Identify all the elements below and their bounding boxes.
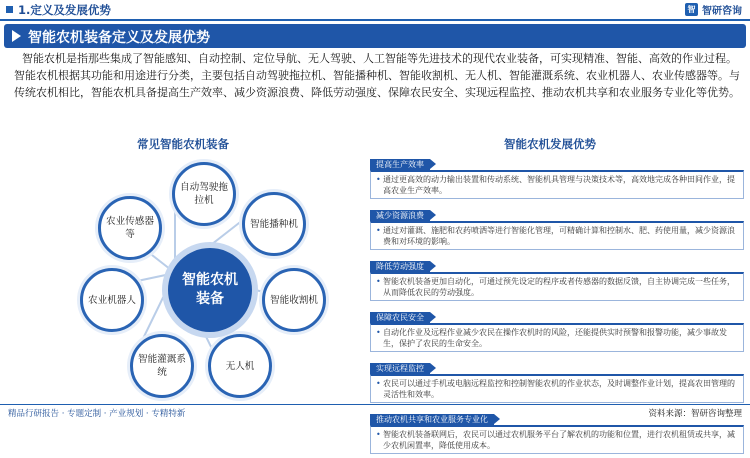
advantage-tag: 提高生产效率 [370,159,430,170]
advantage-item [370,203,744,250]
advantage-text: • 通过对灌溉、施肥和农药喷洒等进行智能化管理，可精确计算和控制水、肥、药使用量，减少资源浪费和对环境的影响。 [370,221,744,250]
advantage-tag: 降低劳动强度 [370,261,430,272]
triangle-arrow-icon [12,30,21,42]
brand-name: 智研咨询 [702,6,742,17]
advantage-item [370,254,744,301]
footer-divider [0,404,750,405]
advantage-tag: 推动农机共享和农业服务专业化 [370,414,494,425]
footer-motto: 精品行研报告 · 专题定制 · 产业规划 · 专精特新 [8,409,186,419]
advantage-tag: 保障农民安全 [370,312,430,323]
equipment-drone: 无人机 [208,334,272,398]
advantage-text: • 智能农机装备联网后，农民可以通过农机服务平台了解农机的功能和位置，进行农机租赁或共享，减少农机闲置率，降低使用成本。 [370,425,744,454]
title-bar [4,24,746,48]
advantage-item [370,152,744,199]
equipment-farm-sensor: 农业传感器等 [98,196,162,260]
equipment-hub: 智能农机装备 [168,248,252,332]
advantages-heading: 智能农机发展优势 [504,137,596,151]
advantage-tag: 实现远程监控 [370,363,430,374]
section-title: 1.定义及发展优势 [18,3,111,17]
section-marker [6,6,13,13]
equipment-autonomous-tractor: 自动驾驶拖拉机 [172,162,236,226]
advantage-item [370,305,744,352]
equipment-smart-harvester: 智能收割机 [262,268,326,332]
equipment-smart-irrigation: 智能灌溉系统 [130,334,194,398]
header-divider [0,19,750,21]
page-title: 智能农机装备定义及发展优势 [28,30,210,46]
advantage-item [370,356,744,403]
intro-paragraph: 智能农机是指那些集成了智能感知、自动控制、定位导航、无人驾驶、人工智能等先进技术的现代农业装备，可实现精准、智能、高效的作业过程。智能农机根据其功能和用途进行分类，主要包括自动驾驶拖拉机、智能播种机、智能收割机、无人机、智能灌溉系统、农业机器人、农业传感器等。与传统农机相比，智能农机具备提高生产效率、减少资源浪费、降低劳动强度、保障农民安全、实现远程监控、推动农机共享和农业服务专业化等优势。 [14,52,740,99]
equipment-heading: 常见智能农机装备 [137,137,229,151]
advantage-text: • 农民可以通过手机或电脑远程监控和控制智能农机的作业状态，及时调整作业计划，提高农田管理的灵活性和效率。 [370,374,744,403]
advantage-text: • 自动化作业及远程作业减少农民在操作农机时的风险，还能提供实时预警和报警功能，减少事故发生，保护了农民的生命安全。 [370,323,744,352]
equipment-diagram [0,152,350,392]
footer [0,404,750,420]
equipment-farm-robot: 农业机器人 [80,268,144,332]
brand [685,2,742,17]
advantage-text: • 通过更高效的动力输出装置和传动系统、智能机具管理与决策技术等，高效地完成各种田间作业，提高农业生产效率。 [370,170,744,199]
advantage-text: • 智能农机装备更加自动化，可通过预先设定的程序或者传感器的数据反馈，自主协调完成一些任务，从而降低农民的劳动强度。 [370,272,744,301]
brand-logo-icon: 智 [685,3,698,16]
source-note: 资料来源：智研咨询整理 [648,409,742,419]
advantage-tag: 减少资源浪费 [370,210,430,221]
equipment-smart-seeder: 智能播种机 [242,192,306,256]
top-header [0,0,750,20]
